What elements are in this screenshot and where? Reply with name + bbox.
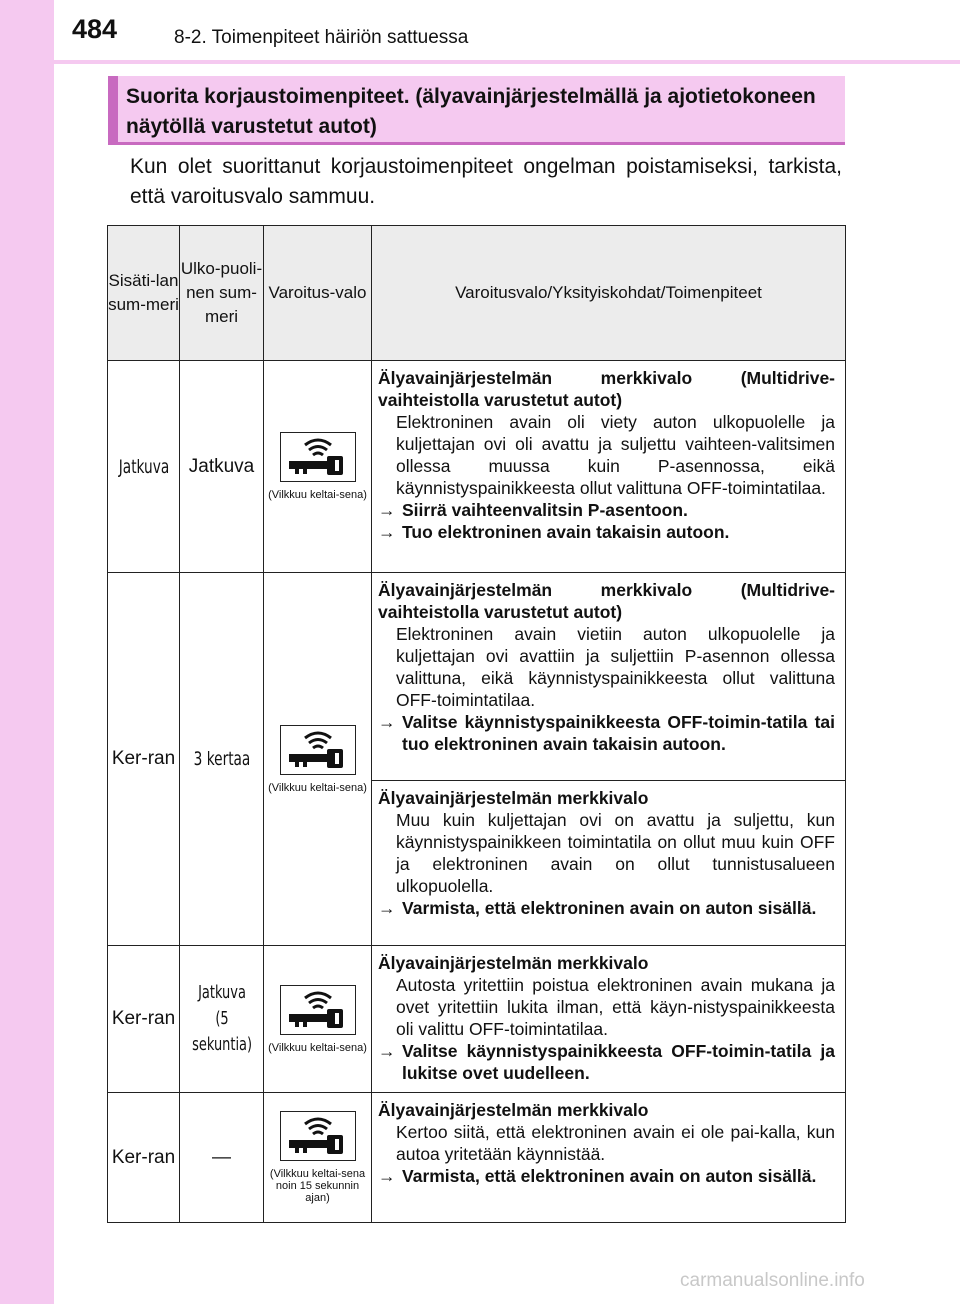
inner-buzzer-cell: Ker-ran (108, 946, 180, 1093)
lamp-caption: (Vilkkuu keltai-sena) (268, 781, 367, 794)
arrow-icon: → (378, 712, 396, 732)
section-banner (108, 76, 845, 145)
table-row (108, 361, 846, 573)
outer-buzzer-cell: 3 kertaa (191, 573, 251, 946)
smart-key-indicator-icon (280, 985, 356, 1035)
smart-key-indicator-icon (280, 1111, 356, 1161)
inner-buzzer-cell: Ker-ran (108, 1093, 180, 1223)
details-cell (372, 1093, 846, 1223)
warning-light-cell (264, 946, 372, 1093)
warning-table (107, 225, 846, 1223)
page-sidebar (0, 0, 54, 1304)
action-text: Valitse käynnistyspainikkeesta OFF-toimin-tatila ja lukitse ovet uudelleen. (402, 1041, 835, 1083)
arrow-icon: → (378, 1166, 396, 1186)
warning-light-cell (264, 573, 372, 946)
details-cell (372, 361, 846, 573)
detail-body: Elektroninen avain oli viety auton ulkopuolelle ja kuljettajan ovi oli avattu ja suljettu vaihteen-valitsimen ollessa muussa kuin P-asennossa, eikä käynnistyspainikkeesta ollut valittuna OFF-toimintatilaa. (396, 412, 835, 498)
lamp-caption: (Vilkkuu keltai-sena) (268, 489, 367, 501)
action-text: Siirrä vaihteenvalitsin P-asentoon. (402, 500, 688, 520)
action-text: Tuo elektroninen avain takaisin autoon. (402, 522, 730, 542)
details-cell (372, 781, 846, 946)
header-outer-buzzer: Ulko-puoli-nen sum-meri (180, 226, 264, 361)
inner-buzzer-cell: Ker-ran (108, 573, 180, 946)
detail-body: Muu kuin kuljettajan ovi on avattu ja suljettu, kun käynnistyspainikkeen toimintatila on ollut muu kuin OFF ja elektroninen avain on ollut tunnistusalueen ulkopuolella. (396, 810, 835, 896)
action-item (378, 1165, 835, 1187)
warning-light-cell (264, 1093, 372, 1223)
intro-paragraph: Kun olet suorittanut korjaustoimenpiteet ongelman poistamiseksi, tarkista, että varoitusvalo sammuu. (130, 155, 842, 208)
table-row (108, 946, 846, 1093)
detail-body: Autosta yritettiin poistua elektroninen avain mukana ja ovet yritettiin lukita ilman, että käyn-nistyspainikkeesta oli valittu OFF-toimintatilaa. (396, 975, 835, 1039)
outer-buzzer-cell: Jatkuva (5 sekuntia) (191, 946, 251, 1093)
action-text: Valitse käynnistyspainikkeesta OFF-toimin-tatila tai tuo elektroninen avain takaisin autoon. (402, 712, 835, 754)
action-item (378, 499, 835, 521)
header-inner-buzzer: Sisäti-lan sum-meri (108, 226, 180, 361)
detail-body: Elektroninen avain vietiin auton ulkopuolelle ja kuljettajan ovi avattiin ja suljettiin P-asennon ollessa valittuna, eikä käynnistyspainikkeesta ollut valittuna OFF-toimintatilaa. (396, 624, 835, 710)
arrow-icon: → (378, 1041, 396, 1061)
header-warning-light: Varoitus-valo (264, 226, 372, 361)
section-title: 8-2. Toimenpiteet häiriön sattuessa (174, 27, 469, 48)
lamp-caption: (Vilkkuu keltai-sena) (268, 1041, 367, 1054)
table-row (108, 573, 846, 781)
detail-title: Älyavainjärjestelmän merkkivalo (378, 788, 649, 808)
detail-title: Älyavainjärjestelmän merkkivalo (378, 1100, 649, 1120)
outer-buzzer-cell: — (180, 1093, 264, 1223)
header-rule (54, 60, 960, 64)
detail-title: Älyavainjärjestelmän merkkivalo (378, 953, 649, 973)
outer-buzzer-cell: Jatkuva (180, 361, 264, 573)
banner-accent-bar (108, 76, 118, 145)
warning-light-cell (264, 361, 372, 573)
lamp-caption: (Vilkkuu keltai-sena noin 15 sekunnin ajan) (269, 1168, 366, 1204)
inner-buzzer-cell: Jatkuva (118, 361, 170, 573)
details-cell (372, 946, 846, 1093)
arrow-icon: → (378, 500, 396, 520)
detail-title: Älyavainjärjestelmän merkkivalo (Multidrive-vaihteistolla varustetut autot) (378, 580, 835, 622)
watermark: carmanualsonline.info (680, 1270, 865, 1291)
arrow-icon: → (378, 898, 396, 918)
details-cell (372, 573, 846, 781)
table-row (108, 1093, 846, 1223)
table-header-row (108, 226, 846, 361)
arrow-icon: → (378, 522, 396, 542)
action-item (378, 897, 835, 919)
action-item (378, 711, 835, 755)
smart-key-indicator-icon (280, 725, 356, 775)
detail-title: Älyavainjärjestelmän merkkivalo (Multidrive-vaihteistolla varustetut autot) (378, 368, 835, 410)
action-text: Varmista, että elektroninen avain on auton sisällä. (402, 1166, 817, 1186)
smart-key-indicator-icon (280, 432, 356, 482)
action-item (378, 1040, 835, 1084)
detail-body: Kertoo siitä, että elektroninen avain ei ole pai-kalla, kun autoa yritetään käynnistää. (396, 1122, 835, 1164)
header-details: Varoitusvalo/Yksityiskohdat/Toimenpiteet (372, 226, 846, 361)
page-number: 484 (72, 14, 118, 44)
banner-title: Suorita korjaustoimenpiteet. (älyavainjärjestelmällä ja ajotietokoneen näytöllä varustetut autot) (126, 85, 816, 138)
action-text: Varmista, että elektroninen avain on auton sisällä. (402, 898, 817, 918)
action-item (378, 521, 835, 543)
